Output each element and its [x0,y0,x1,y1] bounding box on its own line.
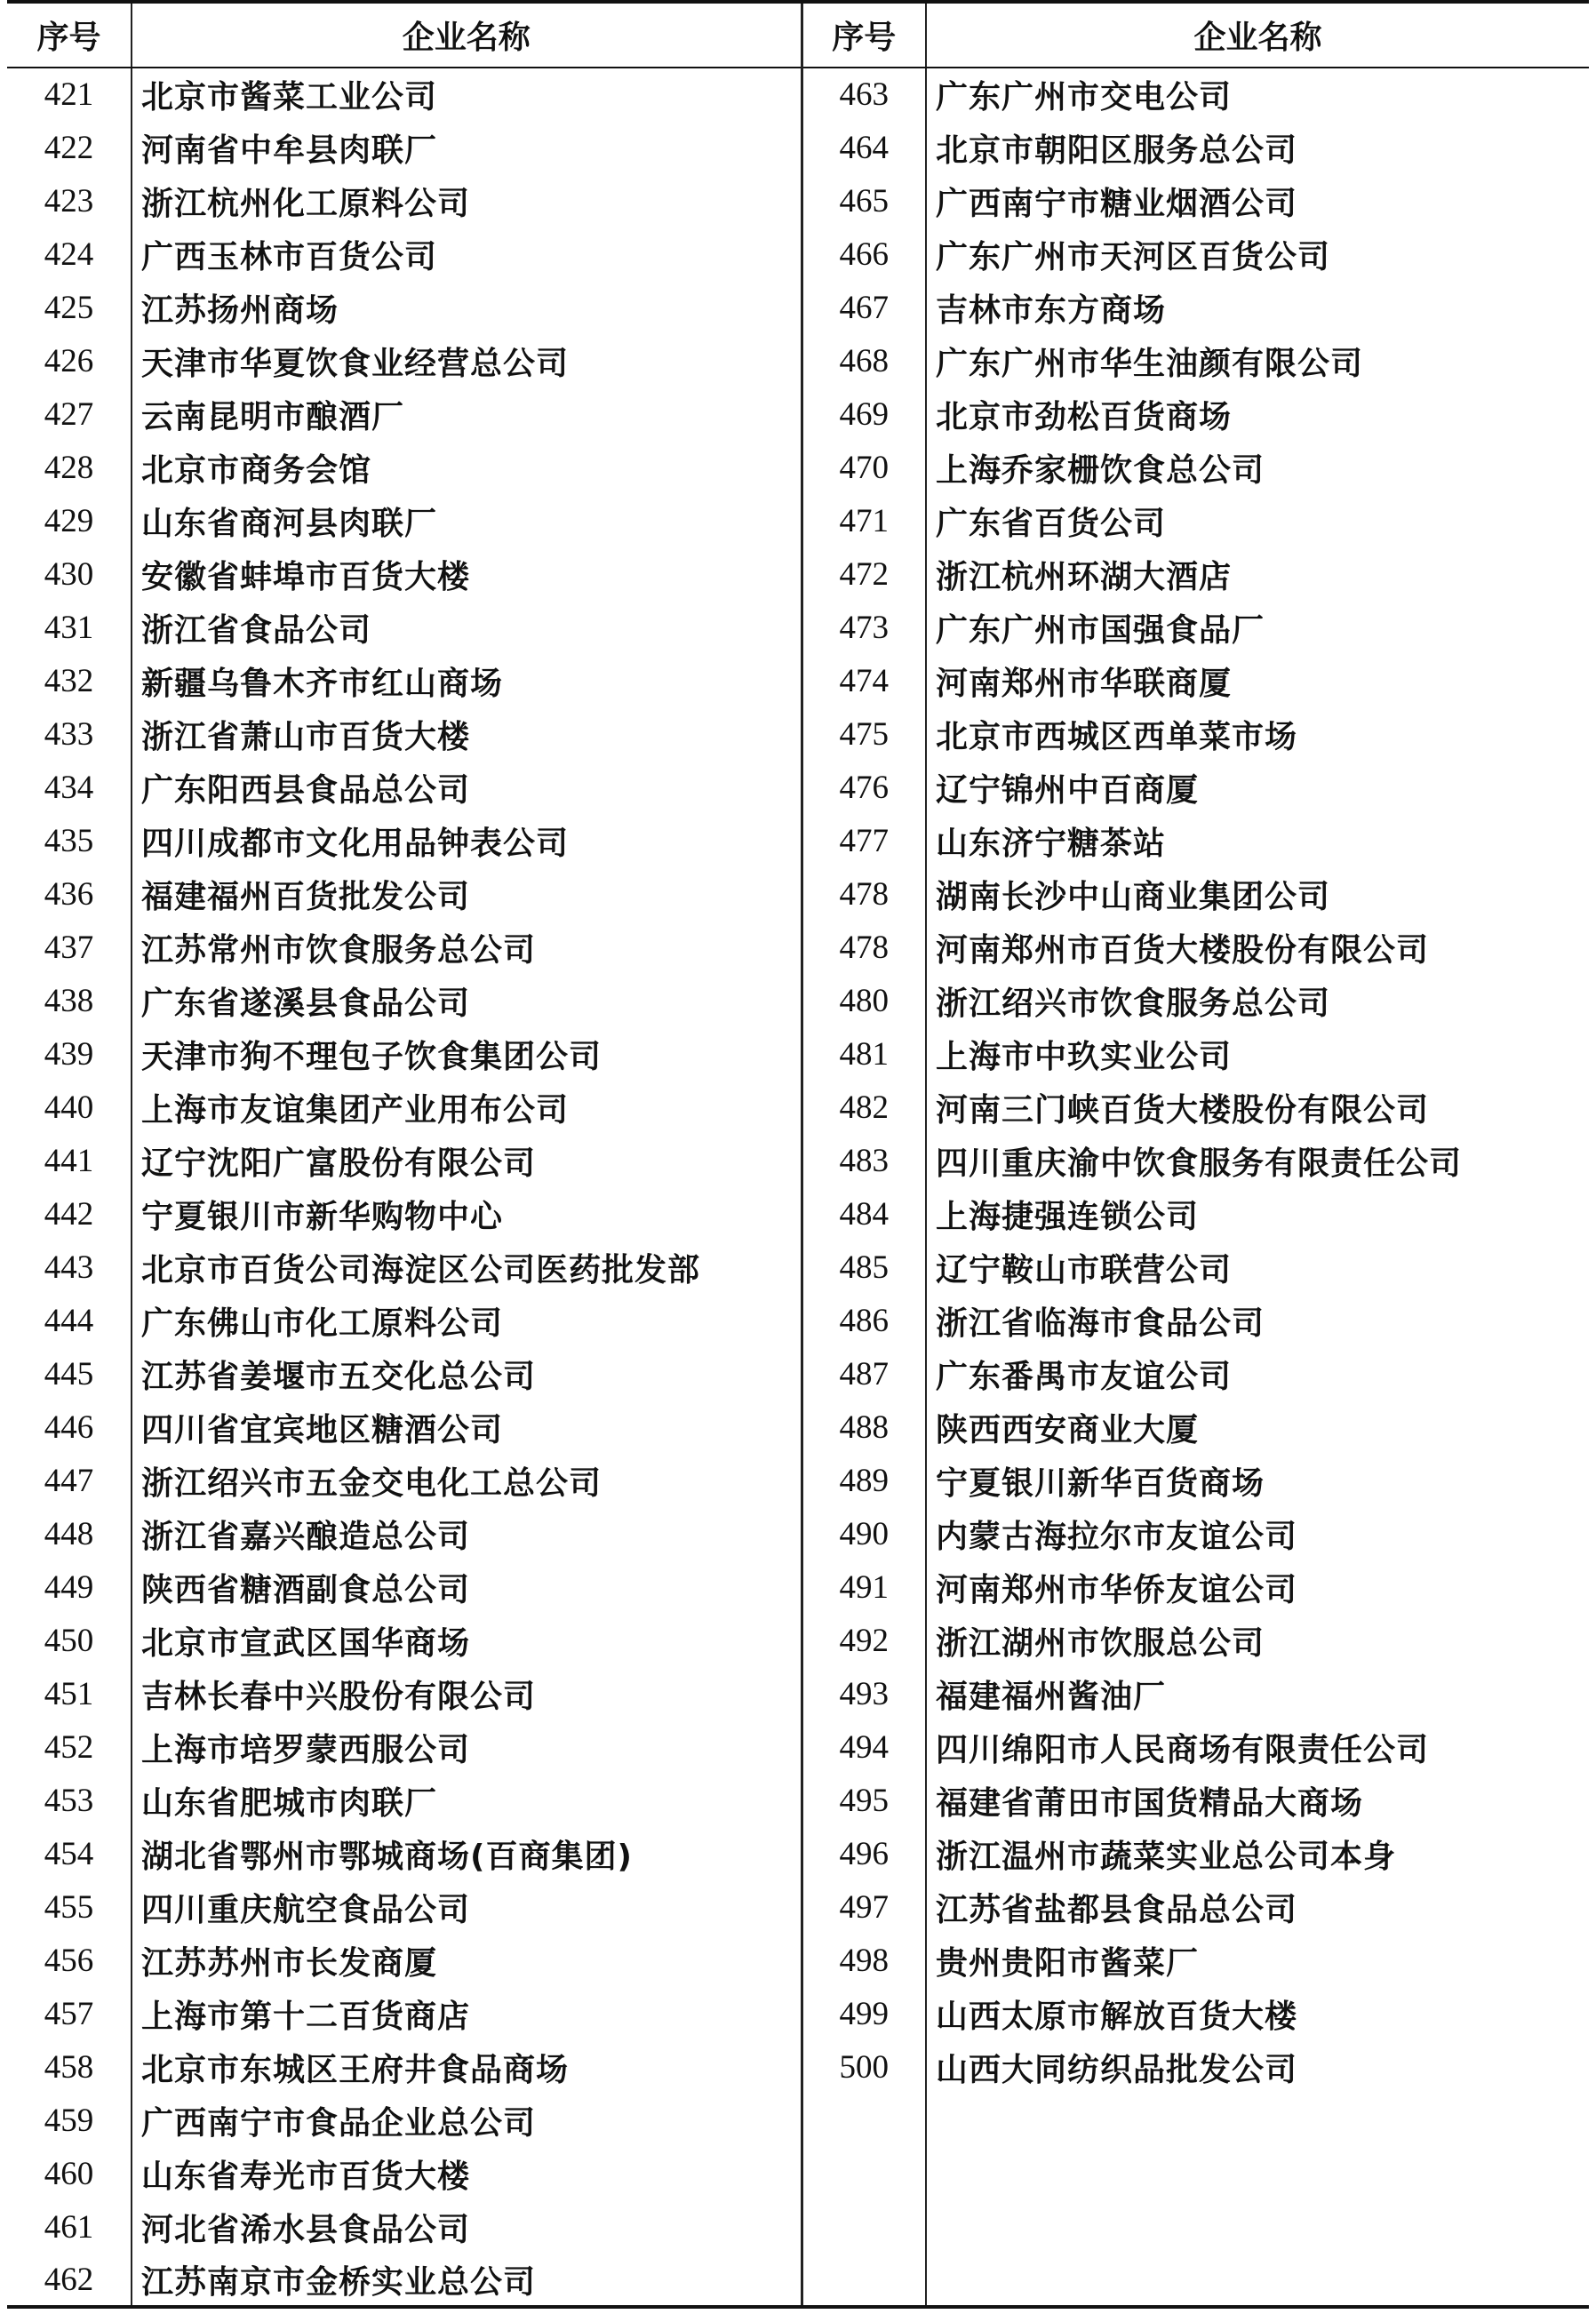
company-name-left: 安徽省蚌埠市百货大楼 [132,547,802,601]
serial-right: 483 [802,1134,926,1187]
company-name-left: 浙江省嘉兴酿造总公司 [132,1507,802,1560]
serial-left: 451 [44,1675,94,1712]
serial-right: 496 [802,1827,926,1880]
company-name-left: 上海市第十二百货商店 [132,1987,802,2040]
company-name-right: 浙江杭州环湖大酒店 [926,547,1589,601]
table-row [7,281,1589,334]
company-name-left: 北京市东城区王府井食品商场 [132,2040,802,2094]
company-name-right: 浙江温州市蔬菜实业总公司本身 [926,1827,1589,1880]
serial-right: 487 [802,1347,926,1400]
serial-left: 453 [44,1782,94,1819]
table-row [7,68,1589,121]
company-name-right: 内蒙古海拉尔市友谊公司 [926,1507,1589,1560]
company-name-right: 陕西西安商业大厦 [926,1400,1589,1454]
serial-left: 422 [44,129,94,166]
company-name-right: 上海捷强连锁公司 [926,1187,1589,1241]
company-name-right: 北京市西城区西单菜市场 [926,707,1589,761]
serial-right: 486 [802,1294,926,1347]
serial-left: 447 [44,1462,94,1499]
serial-left: 448 [44,1515,94,1552]
company-name-left: 江苏扬州商场 [132,281,802,334]
company-name-left: 广西南宁市食品企业总公司 [132,2094,802,2147]
company-name-right: 广东广州市交电公司 [926,68,1589,121]
serial-right: 469 [802,387,926,441]
serial-right: 474 [802,654,926,707]
serial-left: 437 [44,929,94,966]
company-name-right: 福建福州酱油厂 [926,1667,1589,1720]
table-row [7,387,1589,441]
company-name-left: 浙江绍兴市五金交电化工总公司 [132,1454,802,1507]
serial-right: 484 [802,1187,926,1241]
company-name-left: 天津市华夏饮食业经营总公司 [132,334,802,387]
company-name-right: 福建省莆田市国货精品大商场 [926,1774,1589,1827]
header-serial-left: 序号 [7,2,132,68]
table-row [7,921,1589,974]
table-row [7,1347,1589,1400]
table-row [7,2254,1589,2307]
serial-right: 465 [802,174,926,227]
serial-right: 480 [802,974,926,1027]
company-name-left: 山东省寿光市百货大楼 [132,2147,802,2200]
company-name-right: 上海市中玖实业公司 [926,1027,1589,1081]
serial-left: 439 [44,1035,94,1073]
serial-left: 433 [44,715,94,753]
company-name-right: 辽宁锦州中百商厦 [926,761,1589,814]
table-row [7,1294,1589,1347]
serial-right: 476 [802,761,926,814]
serial-left: 424 [44,235,94,273]
table-row [7,494,1589,547]
table-row [7,1560,1589,1614]
company-name-right: 河南郑州市华侨友谊公司 [926,1560,1589,1614]
serial-left: 442 [44,1195,94,1233]
serial-right: 468 [802,334,926,387]
company-name-right: 浙江绍兴市饮食服务总公司 [926,974,1589,1027]
serial-right: 473 [802,601,926,654]
table-row [7,441,1589,494]
header-company-left: 企业名称 [132,2,802,68]
table-row [7,121,1589,174]
serial-left: 432 [44,662,94,699]
table-row [7,974,1589,1027]
serial-left: 457 [44,1995,94,2032]
serial-right: 490 [802,1507,926,1560]
serial-right [802,2200,926,2254]
serial-left: 435 [44,822,94,859]
table-row [7,654,1589,707]
serial-left: 430 [44,555,94,593]
company-name-left: 天津市狗不理包子饮食集团公司 [132,1027,802,1081]
serial-right: 475 [802,707,926,761]
table-row [7,814,1589,867]
serial-right: 478 [802,921,926,974]
table-body [7,68,1589,2307]
serial-left: 438 [44,982,94,1019]
table-row [7,1774,1589,1827]
table-row [7,1880,1589,1934]
company-name-left: 河北省浠水县食品公司 [132,2200,802,2254]
company-name-left: 辽宁沈阳广富股份有限公司 [132,1134,802,1187]
company-name-right: 浙江湖州市饮服总公司 [926,1614,1589,1667]
serial-left: 454 [44,1835,94,1872]
serial-left: 429 [44,502,94,539]
company-name-right: 湖南长沙中山商业集团公司 [926,867,1589,921]
company-name-left: 上海市友谊集团产业用布公司 [132,1081,802,1134]
company-name-left: 北京市百货公司海淀区公司医药批发部 [132,1241,802,1294]
serial-left: 431 [44,609,94,646]
serial-left: 446 [44,1408,94,1446]
company-name-right: 山西大同纺织品批发公司 [926,2040,1589,2094]
table-row [7,174,1589,227]
table-row [7,334,1589,387]
serial-left: 461 [44,2208,94,2246]
company-name-right: 四川重庆渝中饮食服务有限责任公司 [926,1134,1589,1187]
serial-left: 441 [44,1142,94,1179]
serial-left: 458 [44,2048,94,2086]
company-name-right: 广东番禺市友谊公司 [926,1347,1589,1400]
serial-right: 493 [802,1667,926,1720]
serial-left: 460 [44,2155,94,2192]
company-name-right: 广西南宁市糖业烟酒公司 [926,174,1589,227]
serial-right: 470 [802,441,926,494]
table-row [7,1400,1589,1454]
company-name-left: 广东佛山市化工原料公司 [132,1294,802,1347]
serial-right: 497 [802,1880,926,1934]
serial-right: 489 [802,1454,926,1507]
header-row [7,2,1589,68]
company-name-right: 四川绵阳市人民商场有限责任公司 [926,1720,1589,1774]
company-name-left: 浙江省食品公司 [132,601,802,654]
company-name-left: 浙江杭州化工原料公司 [132,174,802,227]
serial-right [802,2254,926,2307]
company-name-left: 广东省遂溪县食品公司 [132,974,802,1027]
serial-right: 471 [802,494,926,547]
serial-right: 472 [802,547,926,601]
table-row [7,2094,1589,2147]
table-row [7,1241,1589,1294]
company-name-left: 福建福州百货批发公司 [132,867,802,921]
serial-left: 456 [44,1942,94,1979]
header-company-right: 企业名称 [926,2,1589,68]
company-name-left: 四川重庆航空食品公司 [132,1880,802,1934]
serial-left: 462 [7,2254,132,2307]
company-name-right: 广东广州市国强食品厂 [926,601,1589,654]
serial-right: 467 [802,281,926,334]
company-name-right: 浙江省临海市食品公司 [926,1294,1589,1347]
serial-left: 455 [44,1888,94,1926]
serial-right: 494 [802,1720,926,1774]
table-row [7,2147,1589,2200]
company-name-left: 浙江省萧山市百货大楼 [132,707,802,761]
company-name-left: 山东省商河县肉联厂 [132,494,802,547]
company-name-left: 湖北省鄂州市鄂城商场(百商集团) [132,1827,802,1880]
company-name-right: 江苏省盐都县食品总公司 [926,1880,1589,1934]
company-name-right: 吉林市东方商场 [926,281,1589,334]
company-name-left: 宁夏银川市新华购物中心 [132,1187,802,1241]
table-row [7,1614,1589,1667]
company-name-left: 北京市商务会馆 [132,441,802,494]
serial-right: 492 [802,1614,926,1667]
header-serial-right: 序号 [802,2,926,68]
company-name-right: 河南郑州市华联商厦 [926,654,1589,707]
company-name-right: 广东广州市华生油颜有限公司 [926,334,1589,387]
company-name-right: 广东省百货公司 [926,494,1589,547]
table-row [7,601,1589,654]
serial-right: 478 [802,867,926,921]
serial-left: 428 [44,449,94,486]
serial-right: 499 [802,1987,926,2040]
company-name-left: 江苏省姜堰市五交化总公司 [132,1347,802,1400]
serial-right: 488 [802,1400,926,1454]
company-name-left: 新疆乌鲁木齐市红山商场 [132,654,802,707]
table-row [7,1081,1589,1134]
serial-left: 452 [44,1728,94,1766]
company-name-left: 江苏南京市金桥实业总公司 [132,2254,802,2307]
serial-right [802,2094,926,2147]
serial-right: 464 [802,121,926,174]
serial-left: 427 [44,395,94,433]
company-name-left: 江苏常州市饮食服务总公司 [132,921,802,974]
serial-right: 495 [802,1774,926,1827]
company-name-left: 广西玉林市百货公司 [132,227,802,281]
company-name-right [926,2147,1589,2200]
company-name-right: 山东济宁糖茶站 [926,814,1589,867]
serial-left: 436 [44,875,94,913]
serial-left: 459 [44,2102,94,2139]
table-row [7,2200,1589,2254]
company-name-left: 北京市宣武区国华商场 [132,1614,802,1667]
company-name-right [926,2200,1589,2254]
company-name-left: 上海市培罗蒙西服公司 [132,1720,802,1774]
serial-left: 425 [44,289,94,326]
company-name-left: 江苏苏州市长发商厦 [132,1934,802,1987]
enterprise-table [7,0,1589,2309]
table-row [7,1134,1589,1187]
table-row [7,1720,1589,1774]
serial-right [802,2147,926,2200]
serial-right: 491 [802,1560,926,1614]
table-row [7,1187,1589,1241]
company-name-left: 山东省肥城市肉联厂 [132,1774,802,1827]
company-name-right: 河南三门峡百货大楼股份有限公司 [926,1081,1589,1134]
table-row [7,1507,1589,1560]
serial-right: 466 [802,227,926,281]
serial-left: 450 [44,1622,94,1659]
serial-right: 498 [802,1934,926,1987]
serial-right: 477 [802,814,926,867]
table-row [7,547,1589,601]
company-name-right: 山西太原市解放百货大楼 [926,1987,1589,2040]
serial-right: 485 [802,1241,926,1294]
serial-left: 444 [44,1302,94,1339]
serial-left: 440 [44,1089,94,1126]
table-row [7,1934,1589,1987]
serial-left: 445 [44,1355,94,1392]
serial-right: 481 [802,1027,926,1081]
company-name-left: 北京市酱菜工业公司 [132,68,802,121]
serial-left: 423 [44,182,94,219]
table-row [7,227,1589,281]
company-name-right [926,2254,1589,2307]
company-name-right: 上海乔家栅饮食总公司 [926,441,1589,494]
serial-left: 421 [44,76,94,113]
table-row [7,1454,1589,1507]
table-row [7,1827,1589,1880]
serial-left: 426 [44,342,94,379]
table-row [7,1027,1589,1081]
company-name-right: 广东广州市天河区百货公司 [926,227,1589,281]
company-name-right: 北京市朝阳区服务总公司 [926,121,1589,174]
company-name-left: 吉林长春中兴股份有限公司 [132,1667,802,1720]
company-name-right: 辽宁鞍山市联营公司 [926,1241,1589,1294]
table-row [7,867,1589,921]
company-name-left: 陕西省糖酒副食总公司 [132,1560,802,1614]
table-row [7,1987,1589,2040]
company-name-left: 广东阳西县食品总公司 [132,761,802,814]
company-name-right: 贵州贵阳市酱菜厂 [926,1934,1589,1987]
company-name-right: 北京市劲松百货商场 [926,387,1589,441]
company-name-left: 河南省中牟县肉联厂 [132,121,802,174]
table-row [7,707,1589,761]
serial-right: 500 [802,2040,926,2094]
table-row [7,761,1589,814]
serial-left: 449 [44,1568,94,1606]
company-name-left: 四川省宜宾地区糖酒公司 [132,1400,802,1454]
company-name-right: 河南郑州市百货大楼股份有限公司 [926,921,1589,974]
table-row [7,2040,1589,2094]
serial-left: 434 [44,769,94,806]
company-name-right: 宁夏银川新华百货商场 [926,1454,1589,1507]
table-row [7,1667,1589,1720]
serial-left: 443 [44,1249,94,1286]
serial-right: 463 [802,68,926,121]
company-name-right [926,2094,1589,2147]
serial-right: 482 [802,1081,926,1134]
company-name-left: 云南昆明市酿酒厂 [132,387,802,441]
company-name-left: 四川成都市文化用品钟表公司 [132,814,802,867]
